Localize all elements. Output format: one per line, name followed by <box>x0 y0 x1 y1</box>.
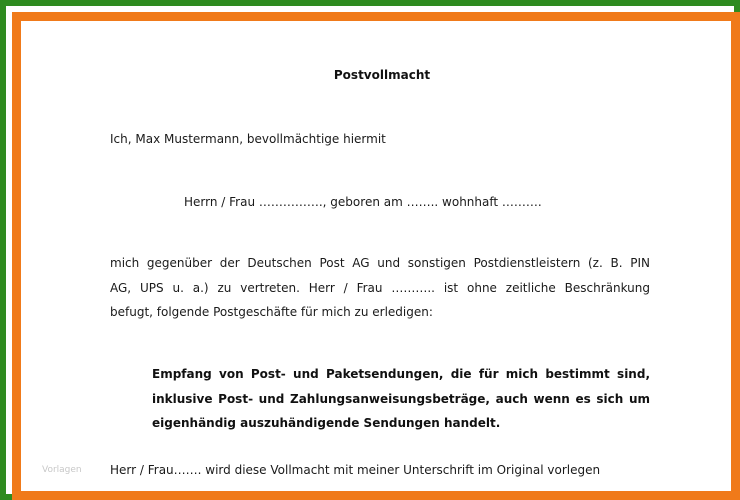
watermark-text: Vorlagen <box>42 465 82 475</box>
scope-line: Empfang von Post- und Paketsendungen, die für mich bestimmt sind, <box>152 367 650 381</box>
scope-line: inklusive Post- und Zahlungsanweisungsbeträge, auch wenn es sich um <box>152 391 650 406</box>
document-page <box>24 24 740 494</box>
closing-line: Herr / Frau……. wird diese Vollmacht mit meiner Unterschrift im Original vorlegen <box>110 463 601 477</box>
document-title: Postvollmacht <box>333 68 431 82</box>
mandate-line: befugt, folgende Postgeschäfte für mich zu erledigen: <box>110 305 433 319</box>
mandate-paragraph <box>110 251 650 325</box>
mandate-line: AG, UPS u. a.) zu vertreten. Herr / Frau ……….. ist ohne zeitliche Beschränkung <box>110 280 650 295</box>
person-line: Herrn / Frau ……………., geboren am …….. wohnhaft ………. <box>184 195 542 209</box>
scope-paragraph <box>152 362 650 436</box>
mandate-line: mich gegenüber der Deutschen Post AG und sonstigen Postdienstleistern (z. B. PIN <box>110 256 650 270</box>
scope-line: eigenhändig auszuhändigende Sendungen handelt. <box>152 416 501 430</box>
inner-frame <box>12 12 740 500</box>
intro-line: Ich, Max Mustermann, bevollmächtige hiermit <box>110 132 386 146</box>
